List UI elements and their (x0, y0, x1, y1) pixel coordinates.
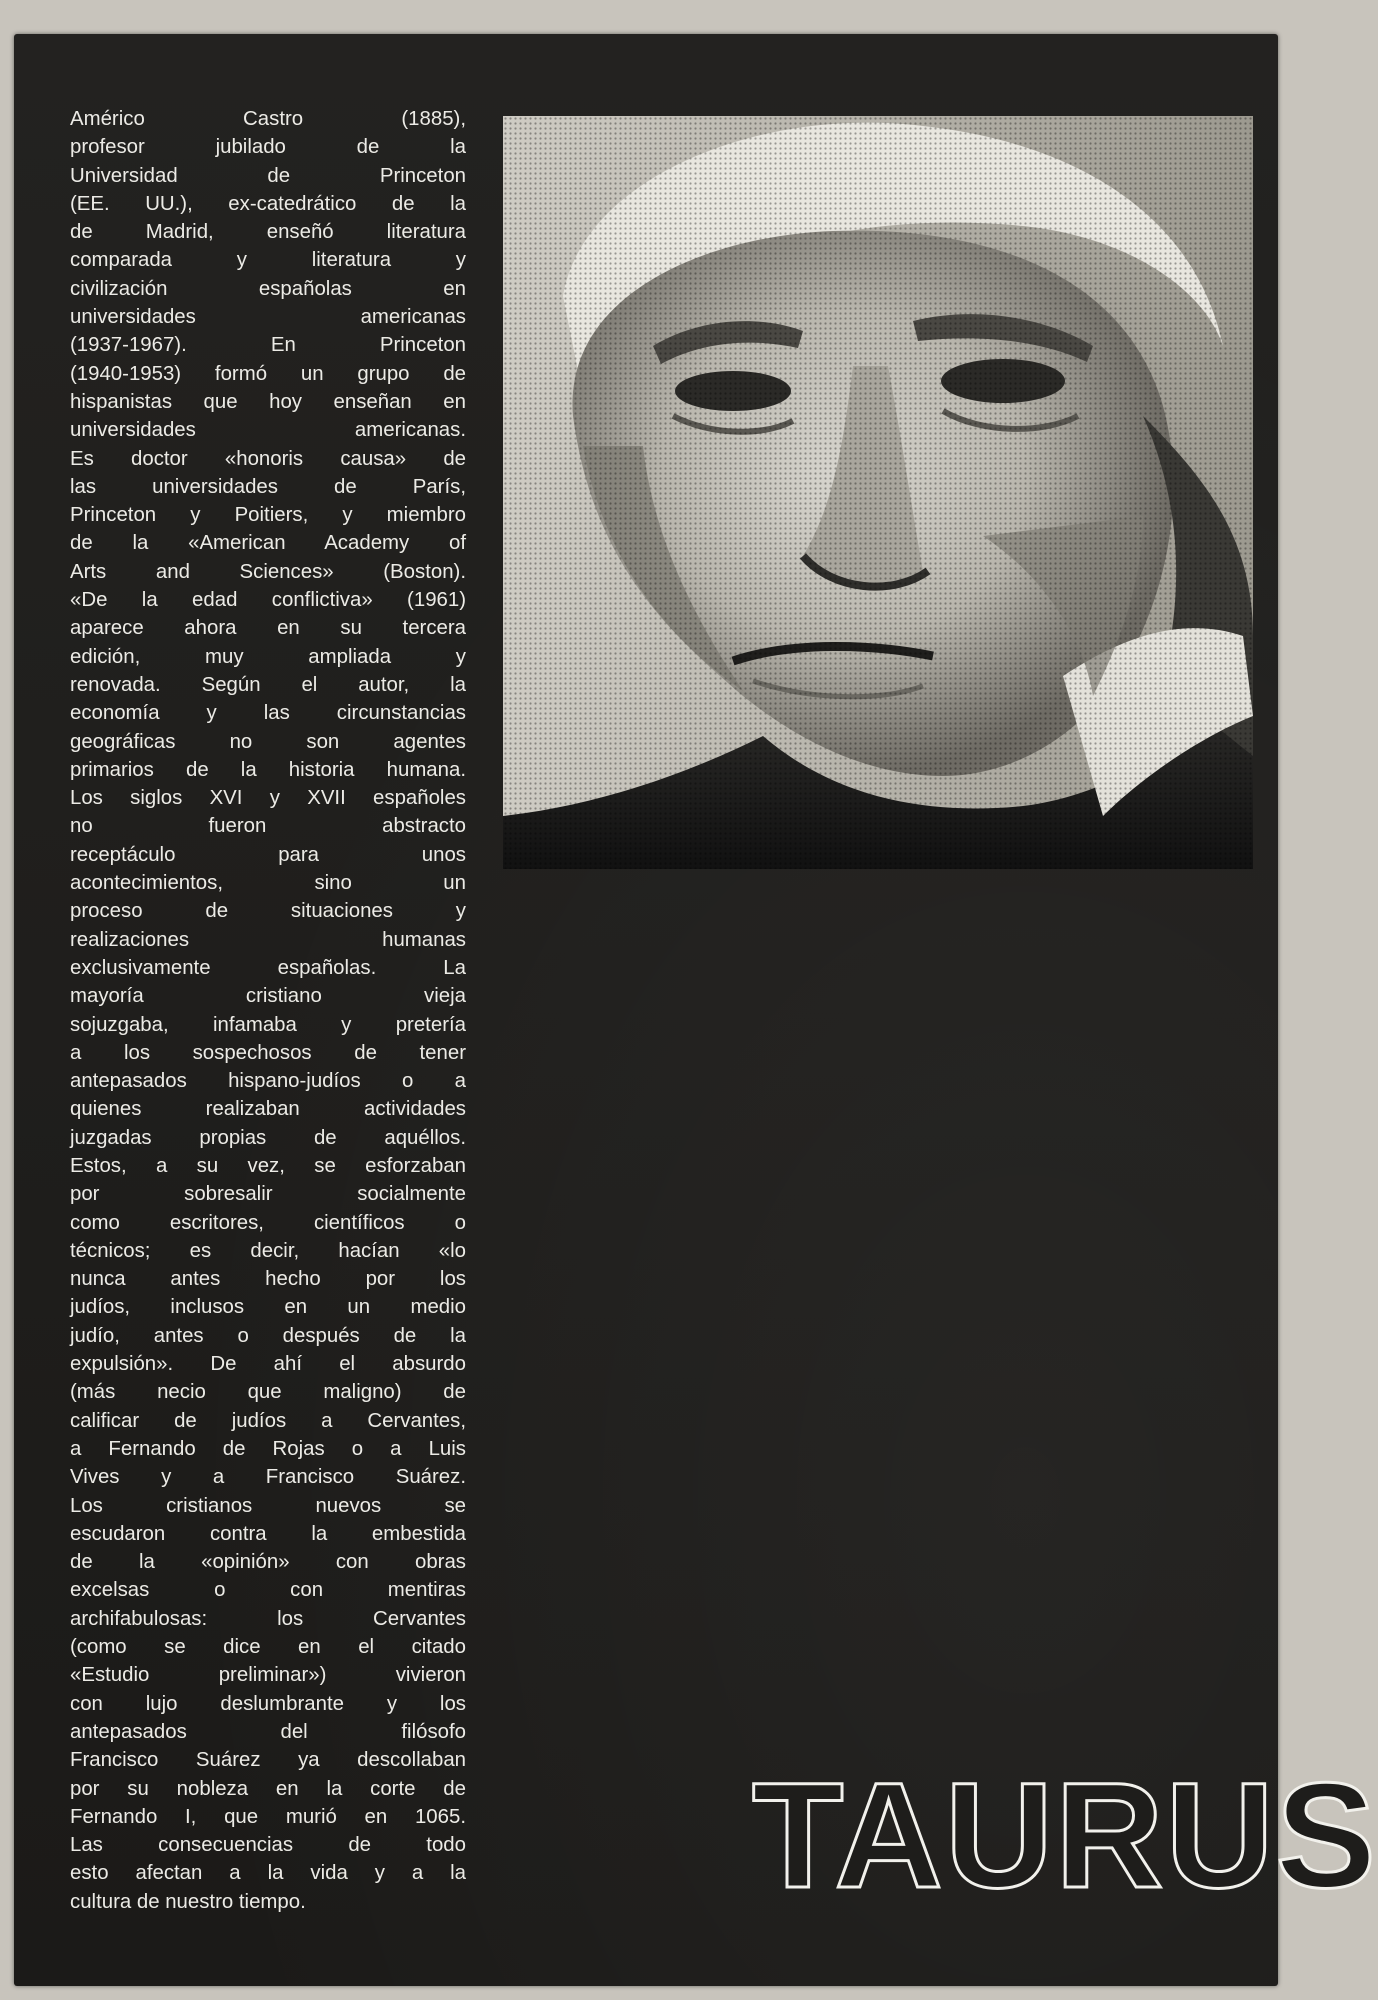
blurb-line: judío, antes o después de la (70, 1324, 466, 1347)
blurb-line: antepasados hispano-judíos o a (70, 1070, 466, 1093)
blurb-line: (1940-1953) formó un grupo de (70, 362, 466, 385)
blurb-line: técnicos; es decir, hacían «lo (70, 1239, 466, 1262)
blurb-line: Arts and Sciences» (Boston). (70, 560, 466, 583)
blurb-line: «De la edad conflictiva» (1961) (70, 589, 466, 612)
blurb-line: a Fernando de Rojas o a Luis (70, 1437, 466, 1460)
blurb-line: de Madrid, enseñó literatura (70, 221, 466, 244)
blurb-line: Princeton y Poitiers, y miembro (70, 504, 466, 527)
blurb-line: con lujo deslumbrante y los (70, 1692, 466, 1715)
blurb-line: profesor jubilado de la (70, 136, 466, 159)
blurb-line: (más necio que maligno) de (70, 1381, 466, 1404)
blurb-line: exclusivamente españolas. La (70, 956, 466, 979)
blurb-line: universidades americanas (70, 306, 466, 329)
blurb-line: edición, muy ampliada y (70, 645, 466, 668)
blurb-line: Los cristianos nuevos se (70, 1494, 466, 1517)
blurb-line: Universidad de Princeton (70, 164, 466, 187)
blurb-line: realizaciones humanas (70, 928, 466, 951)
blurb-line: Es doctor «honoris causa» de (70, 447, 466, 470)
blurb-line: Américo Castro (1885), (70, 108, 466, 130)
blurb-line: Fernando I, que murió en 1065. (70, 1805, 466, 1828)
blurb-line: nunca antes hecho por los (70, 1268, 466, 1291)
blurb-line: antepasados del filósofo (70, 1720, 466, 1743)
blurb-line: calificar de judíos a Cervantes, (70, 1409, 466, 1432)
blurb-line: Estos, a su vez, se esforzaban (70, 1154, 466, 1177)
blurb-line: como escritores, científicos o (70, 1211, 466, 1234)
blurb-line: quienes realizaban actividades (70, 1098, 466, 1121)
blurb-line: las universidades de París, (70, 475, 466, 498)
blurb-line: sojuzgaba, infamaba y pretería (70, 1013, 466, 1036)
blurb-line: a los sospechosos de tener (70, 1041, 466, 1064)
blurb-line: economía y las circunstancias (70, 702, 466, 725)
blurb-line: mayoría cristiano vieja (70, 985, 466, 1008)
blurb-line: cultura de nuestro tiempo. (70, 1890, 306, 1913)
blurb-line: (como se dice en el citado (70, 1636, 466, 1659)
blurb-line: por su nobleza en la corte de (70, 1777, 466, 1800)
blurb-line: (1937-1967). En Princeton (70, 334, 466, 357)
blurb-line: Francisco Suárez ya descollaban (70, 1749, 466, 1772)
blurb-line: escudaron contra la embestida (70, 1522, 466, 1545)
portrait-photo-icon (503, 116, 1253, 869)
blurb-line: hispanistas que hoy enseñan en (70, 390, 466, 413)
blurb-line: proceso de situaciones y (70, 900, 466, 923)
blurb-line: universidades americanas. (70, 419, 466, 442)
blurb-line: civilización españolas en (70, 277, 466, 300)
blurb-line: comparada y literatura y (70, 249, 466, 272)
blurb-line: Vives y a Francisco Suárez. (70, 1466, 466, 1489)
publisher-logo (752, 1751, 1378, 1919)
blurb-line: (EE. UU.), ex-catedrático de la (70, 192, 466, 215)
blurb-line: juzgadas propias de aquéllos. (70, 1126, 466, 1149)
blurb-line: Los siglos XVI y XVII españoles (70, 787, 466, 810)
blurb-line: Las consecuencias de todo (70, 1834, 466, 1857)
blurb-line: esto afectan a la vida y a la (70, 1862, 466, 1885)
blurb-line: receptáculo para unos (70, 843, 466, 866)
publisher-logo-text: TAURUS (752, 1751, 1378, 1919)
blurb-line: «Estudio preliminar») vivieron (70, 1664, 466, 1687)
blurb-line: excelsas o con mentiras (70, 1579, 466, 1602)
blurb-line: renovada. Según el autor, la (70, 673, 466, 696)
blurb-line: no fueron abstracto (70, 815, 466, 838)
blurb-line: expulsión». De ahí el absurdo (70, 1353, 466, 1376)
blurb-line: judíos, inclusos en un medio (70, 1296, 466, 1319)
blurb-line: geográficas no son agentes (70, 730, 466, 753)
author-portrait (503, 116, 1253, 869)
author-blurb (70, 105, 466, 1916)
blurb-line: de la «opinión» con obras (70, 1551, 466, 1574)
blurb-line: por sobresalir socialmente (70, 1183, 466, 1206)
blurb-line: de la «American Academy of (70, 532, 466, 555)
blurb-line: acontecimientos, sino un (70, 872, 466, 895)
blurb-line: aparece ahora en su tercera (70, 617, 466, 640)
blurb-line: archifabulosas: los Cervantes (70, 1607, 466, 1630)
blurb-line: primarios de la historia humana. (70, 758, 466, 781)
